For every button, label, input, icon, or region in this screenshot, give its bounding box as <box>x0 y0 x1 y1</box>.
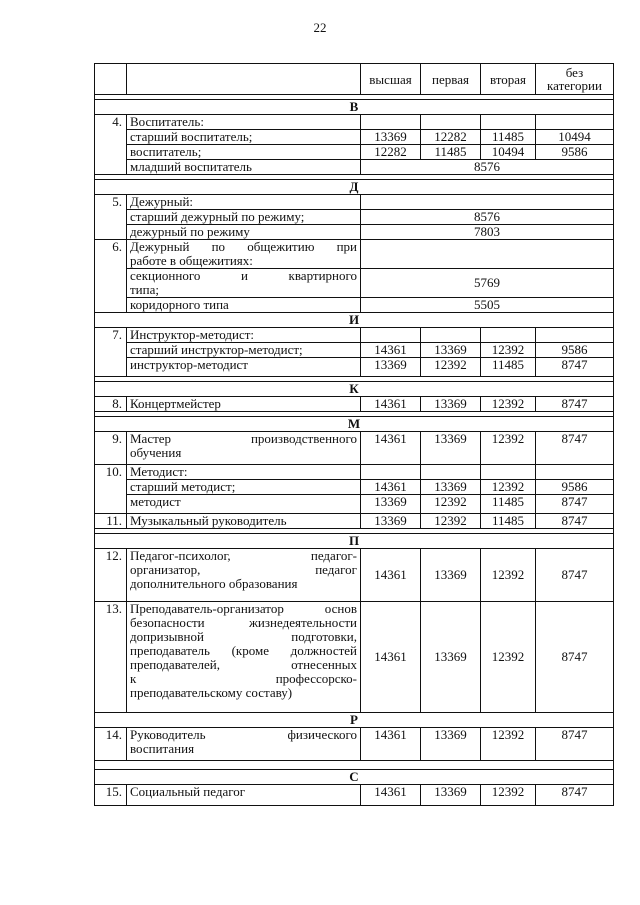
table-row <box>95 432 614 465</box>
empty-cell <box>361 328 421 343</box>
value-no-category: 8747 <box>536 432 614 465</box>
position-subtitle: старший методист; <box>127 480 361 495</box>
value-no-category: 8747 <box>536 495 614 514</box>
position-title <box>127 728 361 761</box>
title-line: секционного и квартирного <box>130 268 357 283</box>
title-line: Руководитель физического <box>130 727 357 742</box>
value-first: 13369 <box>421 432 481 465</box>
section-letter: Р <box>95 713 614 728</box>
row-number: 15. <box>95 785 127 806</box>
value-no-category: 9586 <box>536 343 614 358</box>
value-no-category: 8747 <box>536 397 614 412</box>
section-letter: К <box>95 382 614 397</box>
value-highest: 14361 <box>361 549 421 602</box>
value-first: 12282 <box>421 130 481 145</box>
value-highest: 14361 <box>361 480 421 495</box>
position-title <box>127 549 361 602</box>
value-second: 12392 <box>481 728 536 761</box>
value-no-category: 8747 <box>536 728 614 761</box>
value-second: 12392 <box>481 785 536 806</box>
header-title-cell <box>127 64 361 95</box>
value-merged: 7803 <box>361 225 614 240</box>
title-line: безопасности жизнедеятельности <box>130 615 357 630</box>
value-highest: 13369 <box>361 358 421 377</box>
position-subtitle: старший инструктор-методист; <box>127 343 361 358</box>
table-row <box>95 240 614 269</box>
table-header-row <box>95 64 614 95</box>
title-line: типа; <box>130 282 159 297</box>
value-highest: 14361 <box>361 432 421 465</box>
section-row <box>95 417 614 432</box>
section-row <box>95 770 614 785</box>
empty-cell <box>536 465 614 480</box>
empty-cell <box>421 328 481 343</box>
table-row <box>95 343 614 358</box>
value-first: 12392 <box>421 514 481 529</box>
table-row <box>95 495 614 514</box>
value-no-category: 8747 <box>536 514 614 529</box>
value-first: 11485 <box>421 145 481 160</box>
header-no-category <box>536 64 614 95</box>
empty-cell <box>481 115 536 130</box>
section-row <box>95 713 614 728</box>
title-line: работе в общежитиях: <box>130 253 253 268</box>
value-highest: 13369 <box>361 514 421 529</box>
section-row <box>95 180 614 195</box>
value-second: 11485 <box>481 130 536 145</box>
position-title: Концертмейстер <box>127 397 361 412</box>
title-line: дополнительного образования <box>130 576 298 591</box>
empty-cell <box>481 328 536 343</box>
header-second: вторая <box>481 64 536 95</box>
salary-table <box>94 63 614 806</box>
table-row <box>95 358 614 377</box>
empty-cell <box>361 240 614 269</box>
header-first: первая <box>421 64 481 95</box>
table-row <box>95 465 614 480</box>
empty-cell <box>536 328 614 343</box>
row-number: 12. <box>95 549 127 602</box>
value-first: 13369 <box>421 480 481 495</box>
section-letter: Д <box>95 180 614 195</box>
value-second: 12392 <box>481 480 536 495</box>
table-row <box>95 160 614 175</box>
table-row <box>95 397 614 412</box>
title-line: преподавательскому составу) <box>130 685 293 700</box>
table-row <box>95 328 614 343</box>
table-row <box>95 210 614 225</box>
empty-cell <box>536 115 614 130</box>
row-number: 7. <box>95 328 127 377</box>
table-row <box>95 145 614 160</box>
title-line: Дежурный по общежитию при <box>130 239 357 254</box>
section-row <box>95 534 614 549</box>
value-highest: 14361 <box>361 602 421 713</box>
value-no-category: 9586 <box>536 480 614 495</box>
value-first: 13369 <box>421 728 481 761</box>
value-highest: 13369 <box>361 130 421 145</box>
value-first: 13369 <box>421 602 481 713</box>
position-subtitle: коридорного типа <box>127 298 361 313</box>
section-letter: П <box>95 534 614 549</box>
row-number: 4. <box>95 115 127 175</box>
value-no-category: 8747 <box>536 602 614 713</box>
section-row <box>95 100 614 115</box>
empty-cell <box>421 465 481 480</box>
row-number: 13. <box>95 602 127 713</box>
value-second: 12392 <box>481 397 536 412</box>
empty-cell <box>481 465 536 480</box>
page-number: 22 <box>313 20 327 35</box>
value-second: 10494 <box>481 145 536 160</box>
position-subtitle: воспитатель; <box>127 145 361 160</box>
position-title: Социальный педагог <box>127 785 361 806</box>
section-letter: С <box>95 770 614 785</box>
value-no-category: 8747 <box>536 549 614 602</box>
position-title <box>127 240 361 269</box>
value-no-category: 8747 <box>536 785 614 806</box>
value-first: 12392 <box>421 358 481 377</box>
value-merged: 8576 <box>361 160 614 175</box>
title-line: допризывной подготовки, <box>130 629 357 644</box>
empty-cell <box>421 115 481 130</box>
table-row <box>95 549 614 602</box>
value-first: 13369 <box>421 785 481 806</box>
title-line: обучения <box>130 445 182 460</box>
row-number: 6. <box>95 240 127 313</box>
value-second: 11485 <box>481 514 536 529</box>
table-row <box>95 514 614 529</box>
value-first: 13369 <box>421 397 481 412</box>
table-row <box>95 480 614 495</box>
position-title: Музыкальный руководитель <box>127 514 361 529</box>
value-highest: 13369 <box>361 495 421 514</box>
table-row <box>95 195 614 210</box>
table-row <box>95 298 614 313</box>
position-title: Воспитатель: <box>127 115 361 130</box>
title-line: Педагог-психолог, педагог- <box>130 548 357 563</box>
row-number: 14. <box>95 728 127 761</box>
table-row <box>95 269 614 298</box>
section-letter: М <box>95 417 614 432</box>
title-line: воспитания <box>130 741 195 756</box>
value-second: 12392 <box>481 549 536 602</box>
table-row <box>95 728 614 761</box>
value-second: 12392 <box>481 602 536 713</box>
value-merged: 8576 <box>361 210 614 225</box>
section-letter: И <box>95 313 614 328</box>
value-second: 12392 <box>481 343 536 358</box>
position-subtitle: инструктор-методист <box>127 358 361 377</box>
title-line: Преподаватель-организатор основ <box>130 601 357 616</box>
value-merged: 5769 <box>361 269 614 298</box>
row-number: 5. <box>95 195 127 240</box>
row-number: 10. <box>95 465 127 514</box>
value-first: 13369 <box>421 343 481 358</box>
header-num-cell <box>95 64 127 95</box>
section-row <box>95 313 614 328</box>
title-line: к профессорско- <box>130 671 357 686</box>
value-second: 11485 <box>481 358 536 377</box>
position-title: Методист: <box>127 465 361 480</box>
table-row <box>95 785 614 806</box>
value-merged: 5505 <box>361 298 614 313</box>
value-no-category: 9586 <box>536 145 614 160</box>
row-number: 11. <box>95 514 127 529</box>
value-highest: 14361 <box>361 397 421 412</box>
value-second: 12392 <box>481 432 536 465</box>
empty-cell <box>361 115 421 130</box>
position-subtitle: младший воспитатель <box>127 160 361 175</box>
table-row <box>95 225 614 240</box>
title-line: преподаватель (кроме должностей <box>130 643 357 658</box>
value-first: 13369 <box>421 549 481 602</box>
section-letter: В <box>95 100 614 115</box>
table-row <box>95 130 614 145</box>
position-title <box>127 432 361 465</box>
header-no-category-line2: категории <box>547 78 602 93</box>
value-no-category: 8747 <box>536 358 614 377</box>
section-row <box>95 382 614 397</box>
value-no-category: 10494 <box>536 130 614 145</box>
title-line: организатор, педагог <box>130 562 357 577</box>
header-highest: высшая <box>361 64 421 95</box>
position-title <box>127 602 361 713</box>
value-second: 11485 <box>481 495 536 514</box>
header-no-category-line1: без <box>565 65 584 80</box>
title-line: Мастер производственного <box>130 431 357 446</box>
row-number: 9. <box>95 432 127 465</box>
position-subtitle <box>127 269 361 298</box>
value-highest: 14361 <box>361 343 421 358</box>
empty-cell <box>361 195 614 210</box>
table-row <box>95 602 614 713</box>
value-highest: 12282 <box>361 145 421 160</box>
empty-cell <box>361 465 421 480</box>
position-title: Дежурный: <box>127 195 361 210</box>
value-highest: 14361 <box>361 785 421 806</box>
position-subtitle: дежурный по режиму <box>127 225 361 240</box>
title-line: преподавателей, отнесенных <box>130 657 357 672</box>
position-subtitle: методист <box>127 495 361 514</box>
position-subtitle: старший воспитатель; <box>127 130 361 145</box>
position-title: Инструктор-методист: <box>127 328 361 343</box>
table-row <box>95 115 614 130</box>
value-highest: 14361 <box>361 728 421 761</box>
row-number: 8. <box>95 397 127 412</box>
position-subtitle: старший дежурный по режиму; <box>127 210 361 225</box>
value-first: 12392 <box>421 495 481 514</box>
